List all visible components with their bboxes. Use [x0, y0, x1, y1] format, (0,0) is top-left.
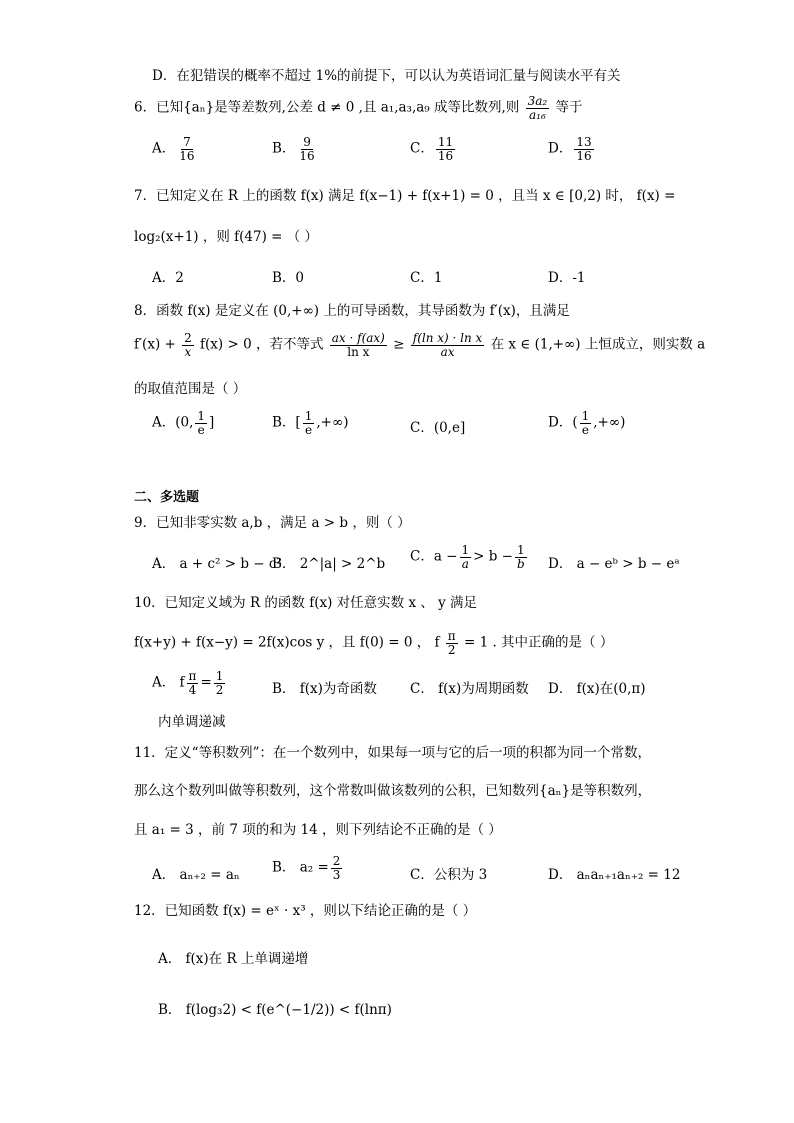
q12-option-b[interactable]: B． f(log₃2) < f(e^(−1/2)) < f(lnπ)	[158, 1002, 392, 1018]
q7-option-a[interactable]: A．2	[152, 270, 184, 286]
q7-stem-line2: log₂(x+1) ，则 f(47) = （ ）	[134, 229, 319, 245]
q7-stem-line1: 7．已知定义在 R 上的函数 f(x) 满足 f(x−1) + f(x+1) = 0 ，且当 x ∈ [0,2) 时， f(x) =	[134, 188, 676, 204]
q6-option-c[interactable]: C． $\frac{11}{16}$	[410, 135, 454, 163]
section-heading-multi-choice: 二、多选题	[134, 490, 200, 505]
q6-option-d[interactable]: D． $\frac{13}{16}$	[548, 135, 592, 163]
q6-option-a[interactable]: A． $\frac{7}{16}$	[152, 135, 195, 163]
q10-option-a[interactable]: A． f $\frac{\pi}{4}$ = $\frac{1}{2}$	[152, 669, 224, 697]
q12-option-a[interactable]: A． f(x)在 R 上单调递增	[158, 951, 309, 967]
q9-option-d[interactable]: D． a − eᵇ > b − eᵃ	[548, 556, 680, 572]
q10-stem-line1: 10．已知定义域为 R 的函数 f(x) 对任意实数 x 、 y 满足	[134, 595, 478, 611]
q6-stem-text: 6．已知{aₙ}是等差数列,公差 d ≠ 0 ,且 a₁,a₃,a₉ 成等比数列,则	[134, 99, 520, 116]
q8-option-a[interactable]: A．(0, $\frac{1}{e}$ ]	[152, 409, 215, 437]
q6-option-b[interactable]: B． $\frac{9}{16}$	[272, 135, 315, 163]
q6-stem	[134, 95, 583, 121]
q7-option-c[interactable]: C．1	[410, 270, 443, 286]
q8-option-c[interactable]: C．(0,e]	[410, 420, 466, 436]
q11-option-c[interactable]: C．公积为 3	[410, 867, 488, 883]
q11-stem-line2: 那么这个数列叫做等积数列，这个常数叫做该数列的公积，已知数列{aₙ}是等积数列，	[134, 783, 652, 799]
q9-stem: 9．已知非零实数 a,b ，满足 a > b ，则（ ）	[134, 515, 411, 531]
q11-stem-line1: 11．定义“等积数列”：在一个数列中，如果每一项与它的后一项的积都为同一个常数，	[134, 745, 651, 761]
q9-option-b[interactable]: B． 2^|a| > 2^b	[272, 556, 386, 572]
q5-option-d: D．在犯错误的概率不超过 1%的前提下，可以认为英语词汇量与阅读水平有关	[152, 68, 621, 84]
q12-stem: 12．已知函数 f(x) = eˣ · x³ ，则以下结论正确的是（ ）	[134, 903, 477, 919]
q9-option-a[interactable]: A． a + c² > b − c²	[152, 556, 282, 572]
q11-option-d[interactable]: D． aₙaₙ₊₁aₙ₊₂ = 12	[548, 867, 681, 883]
q8-option-d[interactable]: D．( $\frac{1}{e}$ ,+∞)	[548, 409, 626, 437]
q10-option-d[interactable]: D． f(x)在(0,π)	[548, 681, 646, 697]
q6-stem-tail: 等于	[555, 99, 583, 116]
q11-option-a[interactable]: A． aₙ₊₂ = aₙ	[152, 867, 240, 883]
q8-stem-line2: f′(x) + $\frac{2}{x}$ f(x) > 0 ，若不等式 $\frac{ax \cdot f(ax)}{\text{ln x}}$ ≥ $\frac{\text{f(ln x) · ln x}}{ax}$ 在 x ∈ (1,+∞) 上恒成立，则实数 a	[134, 331, 706, 359]
q7-option-b[interactable]: B．0	[272, 270, 305, 286]
q8-option-b[interactable]: B．[ $\frac{1}{e}$ ,+∞)	[272, 409, 349, 437]
q8-stem-line1: 8．函数 f(x) 是定义在 (0,+∞) 上的可导函数，其导函数为 f′(x)，且满足	[134, 303, 570, 319]
q11-option-b[interactable]: B． a₂ = $\frac{2}{3}$	[272, 854, 341, 882]
q11-stem-line3: 且 a₁ = 3 ，前 7 项的和为 14 ，则下列结论不正确的是（ ）	[134, 822, 502, 838]
q10-stem-line2: f(x+y) + f(x−y) = 2f(x)cos y ，且 f(0) = 0 ， f $\frac{\pi}{2}$ = 1 . 其中正确的是（ ）	[134, 629, 614, 657]
q7-option-d[interactable]: D．-1	[548, 270, 586, 286]
q10-option-c[interactable]: C． f(x)为周期函数	[410, 681, 529, 697]
q6-ratio-fraction: $\frac{\text{3a₂}}{\text{a₁₆}}$	[527, 94, 548, 122]
q9-option-c[interactable]: C．a − $\frac{1}{a}$ > b − $\frac{1}{b}$	[410, 543, 525, 571]
q10-option-b-continuation: 内单调递减	[158, 714, 226, 730]
q10-option-b[interactable]: B． f(x)为奇函数	[272, 681, 377, 697]
q8-stem-line3: 的取值范围是（ ）	[134, 381, 247, 397]
